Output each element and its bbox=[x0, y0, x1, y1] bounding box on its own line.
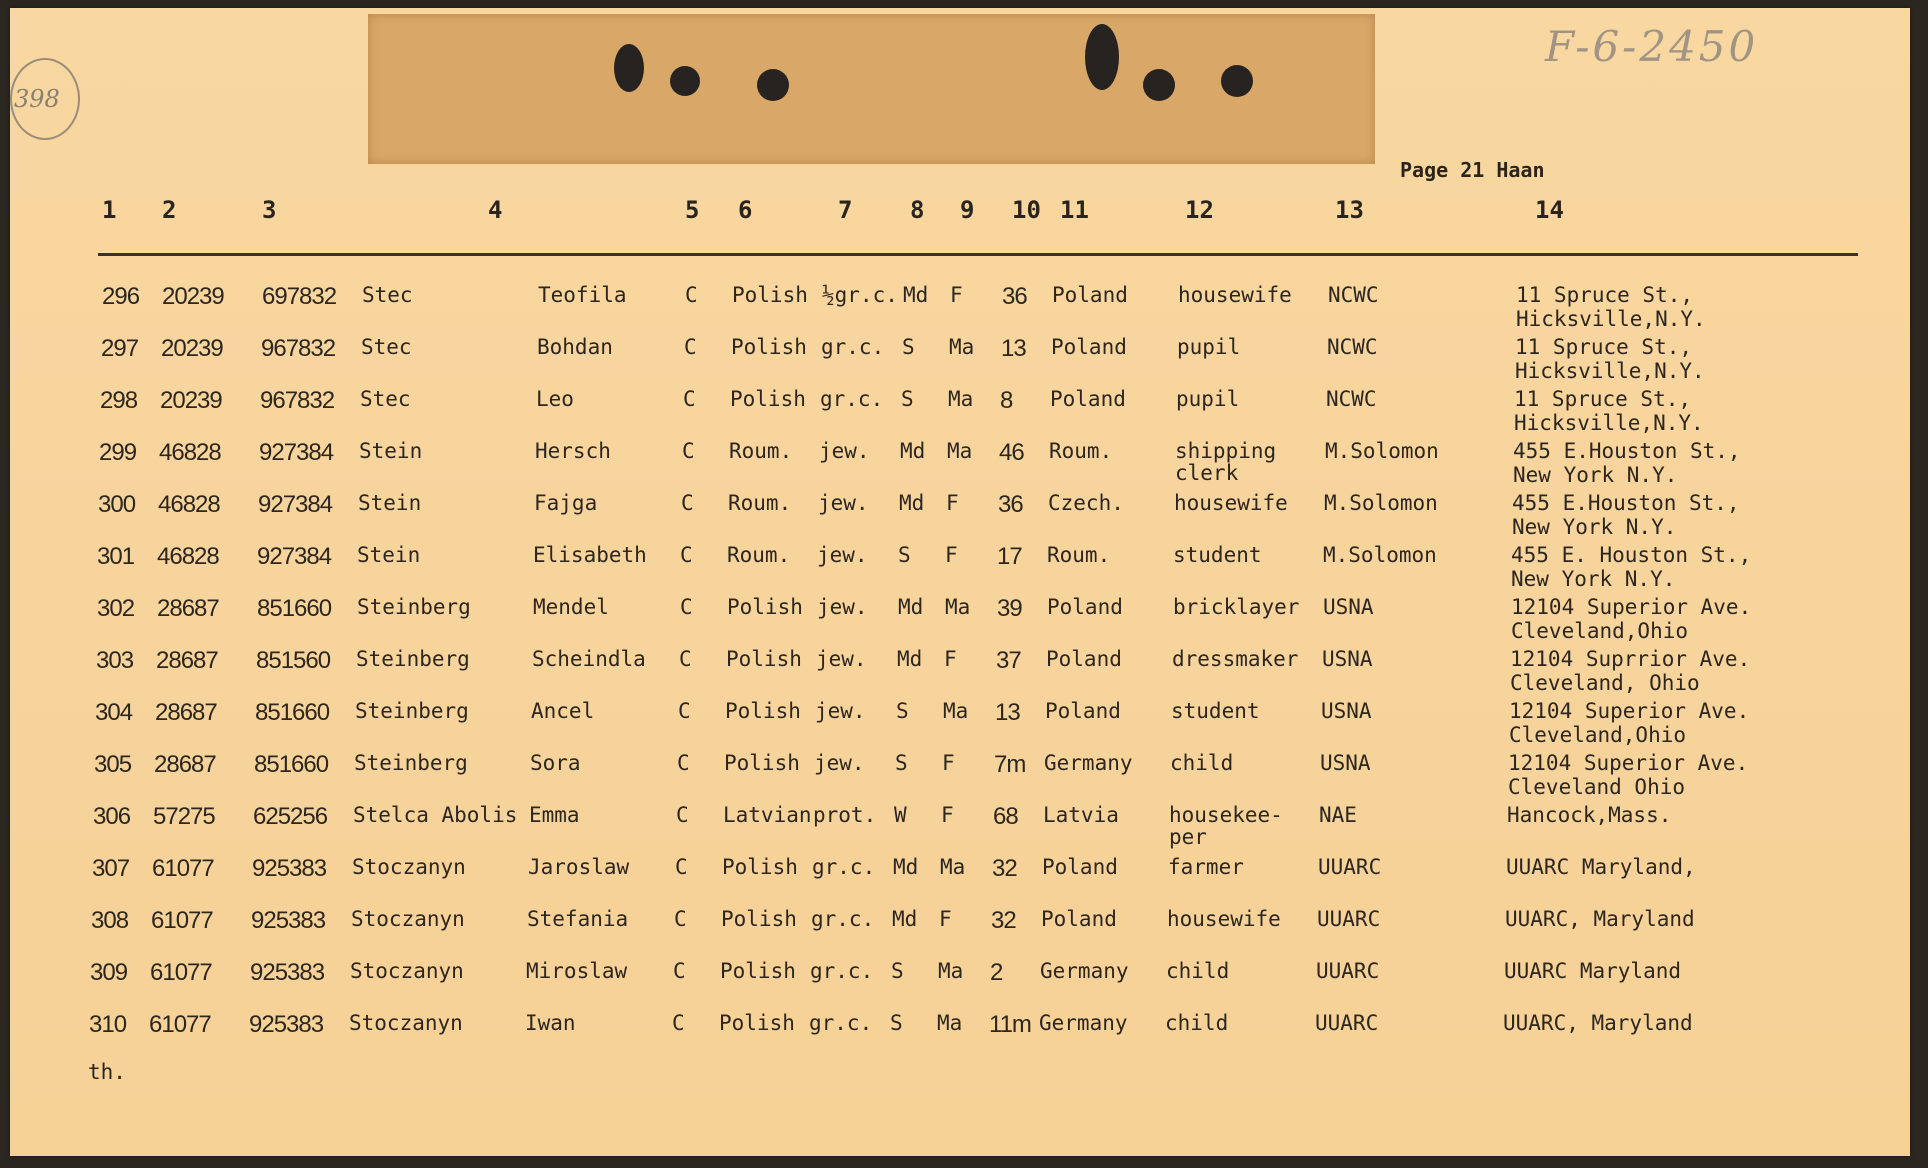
birth-country: Latvia bbox=[1043, 803, 1119, 827]
age: 36 bbox=[1002, 283, 1027, 310]
religion: gr.c. bbox=[810, 959, 874, 983]
surname: Stein bbox=[359, 439, 423, 463]
surname: Steinberg bbox=[354, 751, 468, 775]
document-number: 925383 bbox=[250, 959, 325, 986]
occupation: student bbox=[1171, 699, 1260, 723]
address-line1: 12104 Superior Ave. bbox=[1509, 699, 1750, 723]
document-number: 851660 bbox=[257, 595, 332, 622]
marital-status: Md bbox=[893, 855, 919, 879]
circled-page-number: 398 bbox=[10, 58, 80, 140]
marital-status: S bbox=[901, 387, 914, 411]
religion: gr.c. bbox=[812, 855, 876, 879]
given-name: Ancel bbox=[531, 699, 595, 723]
surname: Stoczanyn bbox=[350, 959, 464, 983]
nationality: Polish bbox=[731, 335, 807, 359]
column-number: 5 bbox=[685, 196, 700, 224]
religion: jew. bbox=[819, 439, 870, 463]
marital-status: S bbox=[895, 751, 908, 775]
given-name: Leo bbox=[536, 387, 574, 411]
row-number: 296 bbox=[102, 283, 140, 310]
marital-status: W bbox=[894, 803, 907, 827]
column-number: 6 bbox=[738, 196, 753, 224]
nationality: Polish bbox=[725, 699, 801, 723]
surname: Stoczanyn bbox=[351, 907, 465, 931]
case-number: 57275 bbox=[153, 803, 215, 830]
sponsor-agency: M.Solomon bbox=[1323, 543, 1437, 567]
nationality: Polish bbox=[722, 855, 798, 879]
sponsor-agency: UUARC bbox=[1318, 855, 1382, 879]
sex: Ma bbox=[948, 387, 974, 411]
case-number: 20239 bbox=[161, 335, 223, 362]
sponsor-agency: M.Solomon bbox=[1325, 439, 1439, 463]
page-label: Page 21 Haan bbox=[1400, 158, 1545, 182]
address-line1: 455 E. Houston St., bbox=[1511, 543, 1752, 567]
column-number: 3 bbox=[262, 196, 277, 224]
birth-country: Poland bbox=[1046, 647, 1122, 671]
occupation: student bbox=[1173, 543, 1262, 567]
column-number: 4 bbox=[488, 196, 503, 224]
category-code: C bbox=[681, 491, 694, 515]
sponsor-agency: NAE bbox=[1319, 803, 1357, 827]
nationality: Roum. bbox=[729, 439, 793, 463]
occupation: housekee- bbox=[1169, 803, 1283, 827]
sponsor-agency: UUARC bbox=[1316, 959, 1380, 983]
column-number: 9 bbox=[960, 196, 975, 224]
surname: Stelca Abolis bbox=[353, 803, 518, 827]
nationality: Polish bbox=[726, 647, 802, 671]
punch-hole bbox=[614, 44, 644, 92]
address-line2: New York N.Y. bbox=[1512, 515, 1677, 539]
document-number: 925383 bbox=[252, 855, 327, 882]
row-number: 310 bbox=[89, 1011, 127, 1038]
row-number: 300 bbox=[98, 491, 136, 518]
punch-hole bbox=[670, 66, 700, 96]
sex: F bbox=[950, 283, 963, 307]
sex: F bbox=[941, 803, 954, 827]
sponsor-agency: USNA bbox=[1322, 647, 1373, 671]
row-number: 302 bbox=[97, 595, 135, 622]
religion: jew. bbox=[818, 491, 869, 515]
religion: gr.c. bbox=[821, 335, 885, 359]
case-number: 20239 bbox=[162, 283, 224, 310]
marital-status: S bbox=[890, 1011, 903, 1035]
birth-country: Poland bbox=[1052, 283, 1128, 307]
document-number: 927384 bbox=[259, 439, 334, 466]
sex: F bbox=[945, 543, 958, 567]
document-number: 625256 bbox=[253, 803, 328, 830]
occupation: housewife bbox=[1178, 283, 1292, 307]
religion: gr.c. bbox=[820, 387, 884, 411]
row-number: 301 bbox=[97, 543, 135, 570]
address-line2: Cleveland,Ohio bbox=[1509, 723, 1687, 747]
marital-status: S bbox=[902, 335, 915, 359]
column-number: 13 bbox=[1335, 196, 1364, 224]
surname: Steinberg bbox=[357, 595, 471, 619]
column-number: 10 bbox=[1012, 196, 1041, 224]
column-number: 8 bbox=[910, 196, 925, 224]
occupation: child bbox=[1166, 959, 1230, 983]
marital-status: S bbox=[896, 699, 909, 723]
header-rule bbox=[98, 253, 1858, 256]
row-number: 306 bbox=[93, 803, 131, 830]
sex: Ma bbox=[940, 855, 966, 879]
address-line1: UUARC, Maryland bbox=[1503, 1011, 1693, 1035]
sex: Ma bbox=[945, 595, 971, 619]
occupation: child bbox=[1170, 751, 1234, 775]
category-code: C bbox=[682, 439, 695, 463]
document-sheet bbox=[10, 8, 1910, 1156]
given-name: Hersch bbox=[535, 439, 611, 463]
nationality: Polish bbox=[727, 595, 803, 619]
category-code: C bbox=[673, 959, 686, 983]
category-code: C bbox=[680, 595, 693, 619]
row-number: 303 bbox=[96, 647, 134, 674]
document-number: 851660 bbox=[254, 751, 329, 778]
birth-country: Germany bbox=[1044, 751, 1133, 775]
column-number: 14 bbox=[1535, 196, 1564, 224]
sponsor-agency: NCWC bbox=[1328, 283, 1379, 307]
age: 13 bbox=[1001, 335, 1026, 362]
given-name: Teofila bbox=[538, 283, 627, 307]
row-number: 305 bbox=[94, 751, 132, 778]
column-number: 1 bbox=[102, 196, 117, 224]
sex: Ma bbox=[949, 335, 975, 359]
nationality: Polish bbox=[719, 1011, 795, 1035]
category-code: C bbox=[684, 335, 697, 359]
age: 32 bbox=[992, 855, 1017, 882]
religion: jew. bbox=[817, 595, 868, 619]
document-number: 927384 bbox=[257, 543, 332, 570]
given-name: Elisabeth bbox=[533, 543, 647, 567]
nationality: Polish bbox=[732, 283, 808, 307]
case-number: 20239 bbox=[160, 387, 222, 414]
column-number: 7 bbox=[838, 196, 853, 224]
occupation: housewife bbox=[1167, 907, 1281, 931]
sex: F bbox=[939, 907, 952, 931]
sex: Ma bbox=[937, 1011, 963, 1035]
nationality: Roum. bbox=[728, 491, 792, 515]
birth-country: Poland bbox=[1042, 855, 1118, 879]
nationality: Latvian bbox=[723, 803, 812, 827]
case-number: 46828 bbox=[159, 439, 221, 466]
marital-status: Md bbox=[899, 491, 925, 515]
given-name: Iwan bbox=[525, 1011, 576, 1035]
religion: jew. bbox=[817, 543, 868, 567]
document-number: 927384 bbox=[258, 491, 333, 518]
category-code: C bbox=[679, 647, 692, 671]
birth-country: Poland bbox=[1051, 335, 1127, 359]
birth-country: Roum. bbox=[1047, 543, 1111, 567]
document-number: 967832 bbox=[260, 387, 335, 414]
sex: F bbox=[942, 751, 955, 775]
case-number: 61077 bbox=[151, 907, 213, 934]
case-number: 46828 bbox=[157, 543, 219, 570]
address-line2: Hicksville,N.Y. bbox=[1514, 411, 1704, 435]
address-line1: 455 E.Houston St., bbox=[1513, 439, 1741, 463]
address-line1: UUARC, Maryland bbox=[1505, 907, 1695, 931]
document-number: 851660 bbox=[255, 699, 330, 726]
occupation: pupil bbox=[1176, 387, 1240, 411]
nationality: Polish bbox=[720, 959, 796, 983]
sponsor-agency: NCWC bbox=[1326, 387, 1377, 411]
marital-status: Md bbox=[892, 907, 918, 931]
row-number: 304 bbox=[95, 699, 133, 726]
surname: Steinberg bbox=[355, 699, 469, 723]
case-number: 28687 bbox=[154, 751, 216, 778]
birth-country: Czech. bbox=[1048, 491, 1124, 515]
birth-country: Germany bbox=[1039, 1011, 1128, 1035]
occupation: farmer bbox=[1168, 855, 1244, 879]
row-number: 307 bbox=[92, 855, 130, 882]
surname: Stec bbox=[360, 387, 411, 411]
occupation: bricklayer bbox=[1173, 595, 1300, 619]
sex: Ma bbox=[947, 439, 973, 463]
occupation: pupil bbox=[1177, 335, 1241, 359]
birth-country: Poland bbox=[1041, 907, 1117, 931]
age: 7m bbox=[994, 751, 1026, 778]
religion: gr.c. bbox=[809, 1011, 873, 1035]
binder-tape bbox=[368, 14, 1375, 164]
address-line2: Hicksville,N.Y. bbox=[1516, 307, 1706, 331]
surname: Stoczanyn bbox=[352, 855, 466, 879]
given-name: Sora bbox=[530, 751, 581, 775]
address-line1: 11 Spruce St., bbox=[1515, 335, 1693, 359]
document-number: 697832 bbox=[262, 283, 337, 310]
sponsor-agency: USNA bbox=[1323, 595, 1374, 619]
occupation: dressmaker bbox=[1172, 647, 1299, 671]
sex: F bbox=[944, 647, 957, 671]
birth-country: Germany bbox=[1040, 959, 1129, 983]
address-line1: UUARC Maryland, bbox=[1506, 855, 1696, 879]
sponsor-agency: USNA bbox=[1321, 699, 1372, 723]
sponsor-agency: M.Solomon bbox=[1324, 491, 1438, 515]
religion: jew. bbox=[816, 647, 867, 671]
case-number: 46828 bbox=[158, 491, 220, 518]
punch-hole bbox=[1221, 65, 1253, 97]
case-number: 28687 bbox=[157, 595, 219, 622]
age: 13 bbox=[995, 699, 1020, 726]
given-name: Scheindla bbox=[532, 647, 646, 671]
given-name: Emma bbox=[529, 803, 580, 827]
occupation: shipping bbox=[1175, 439, 1277, 463]
age: 36 bbox=[998, 491, 1023, 518]
given-name: Stefania bbox=[527, 907, 629, 931]
sex: Ma bbox=[938, 959, 964, 983]
category-code: C bbox=[677, 751, 690, 775]
column-number: 12 bbox=[1185, 196, 1214, 224]
case-number: 28687 bbox=[156, 647, 218, 674]
surname: Stec bbox=[361, 335, 412, 359]
marital-status: Md bbox=[903, 283, 929, 307]
religion: ½gr.c. bbox=[822, 283, 898, 307]
surname: Stec bbox=[362, 283, 413, 307]
marital-status: Md bbox=[900, 439, 926, 463]
document-number: 925383 bbox=[251, 907, 326, 934]
row-number: 308 bbox=[91, 907, 129, 934]
age: 37 bbox=[996, 647, 1021, 674]
category-code: C bbox=[678, 699, 691, 723]
surname: Steinberg bbox=[356, 647, 470, 671]
sponsor-agency: NCWC bbox=[1327, 335, 1378, 359]
age: 46 bbox=[999, 439, 1024, 466]
address-line1: 12104 Superior Ave. bbox=[1508, 751, 1749, 775]
case-number: 28687 bbox=[155, 699, 217, 726]
birth-country: Poland bbox=[1045, 699, 1121, 723]
birth-country: Roum. bbox=[1049, 439, 1113, 463]
address-line2: Cleveland Ohio bbox=[1508, 775, 1686, 799]
case-number: 61077 bbox=[152, 855, 214, 882]
column-number: 2 bbox=[162, 196, 177, 224]
religion: prot. bbox=[813, 803, 877, 827]
surname: Stein bbox=[357, 543, 421, 567]
row-number: 297 bbox=[101, 335, 139, 362]
age: 32 bbox=[991, 907, 1016, 934]
age: 2 bbox=[990, 959, 1003, 986]
age: 68 bbox=[993, 803, 1018, 830]
address-line1: 455 E.Houston St., bbox=[1512, 491, 1740, 515]
given-name: Fajga bbox=[534, 491, 598, 515]
religion: jew. bbox=[815, 699, 866, 723]
category-code: C bbox=[672, 1011, 685, 1035]
address-line2: Cleveland,Ohio bbox=[1511, 619, 1689, 643]
religion: gr.c. bbox=[811, 907, 875, 931]
address-line2: New York N.Y. bbox=[1511, 567, 1676, 591]
birth-country: Poland bbox=[1047, 595, 1123, 619]
occupation-line2: clerk bbox=[1175, 461, 1239, 485]
given-name: Bohdan bbox=[537, 335, 613, 359]
row-number: 309 bbox=[90, 959, 128, 986]
age: 11m bbox=[989, 1011, 1031, 1038]
sponsor-agency: USNA bbox=[1320, 751, 1371, 775]
case-number: 61077 bbox=[150, 959, 212, 986]
marital-status: Md bbox=[898, 595, 924, 619]
address-line2: Cleveland, Ohio bbox=[1510, 671, 1700, 695]
category-code: C bbox=[676, 803, 689, 827]
sponsor-agency: UUARC bbox=[1317, 907, 1381, 931]
given-name: Miroslaw bbox=[526, 959, 628, 983]
address-line1: 11 Spruce St., bbox=[1514, 387, 1692, 411]
occupation: housewife bbox=[1174, 491, 1288, 515]
marital-status: Md bbox=[897, 647, 923, 671]
nationality: Polish bbox=[721, 907, 797, 931]
category-code: C bbox=[685, 283, 698, 307]
age: 17 bbox=[997, 543, 1022, 570]
nationality: Polish bbox=[730, 387, 806, 411]
given-name: Mendel bbox=[533, 595, 609, 619]
age: 39 bbox=[997, 595, 1022, 622]
row-number: 299 bbox=[99, 439, 137, 466]
surname: Stein bbox=[358, 491, 422, 515]
religion: jew. bbox=[814, 751, 865, 775]
nationality: Polish bbox=[724, 751, 800, 775]
punch-hole bbox=[1143, 69, 1175, 101]
address-line2: Hicksville,N.Y. bbox=[1515, 359, 1705, 383]
age: 8 bbox=[1000, 387, 1013, 414]
footer-note: th. bbox=[88, 1060, 126, 1084]
sex: F bbox=[946, 491, 959, 515]
address-line1: 12104 Superior Ave. bbox=[1511, 595, 1752, 619]
category-code: C bbox=[674, 907, 687, 931]
surname: Stoczanyn bbox=[349, 1011, 463, 1035]
given-name: Jaroslaw bbox=[528, 855, 630, 879]
category-code: C bbox=[683, 387, 696, 411]
column-number: 11 bbox=[1060, 196, 1089, 224]
sex: Ma bbox=[943, 699, 969, 723]
punch-hole bbox=[1085, 24, 1119, 90]
document-number: 967832 bbox=[261, 335, 336, 362]
marital-status: S bbox=[891, 959, 904, 983]
occupation-line2: per bbox=[1169, 825, 1207, 849]
nationality: Roum. bbox=[727, 543, 791, 567]
address-line1: 11 Spruce St., bbox=[1516, 283, 1694, 307]
marital-status: S bbox=[898, 543, 911, 567]
address-line1: 12104 Suprrior Ave. bbox=[1510, 647, 1751, 671]
document-number: 851560 bbox=[256, 647, 331, 674]
document-number: 925383 bbox=[249, 1011, 324, 1038]
case-number: 61077 bbox=[149, 1011, 211, 1038]
address-line1: UUARC Maryland bbox=[1504, 959, 1682, 983]
file-number: F-6-2450 bbox=[1545, 22, 1759, 71]
sponsor-agency: UUARC bbox=[1315, 1011, 1379, 1035]
address-line2: New York N.Y. bbox=[1513, 463, 1678, 487]
address-line1: Hancock,Mass. bbox=[1507, 803, 1672, 827]
birth-country: Poland bbox=[1050, 387, 1126, 411]
row-number: 298 bbox=[100, 387, 138, 414]
category-code: C bbox=[675, 855, 688, 879]
occupation: child bbox=[1165, 1011, 1229, 1035]
category-code: C bbox=[680, 543, 693, 567]
punch-hole bbox=[757, 69, 789, 101]
